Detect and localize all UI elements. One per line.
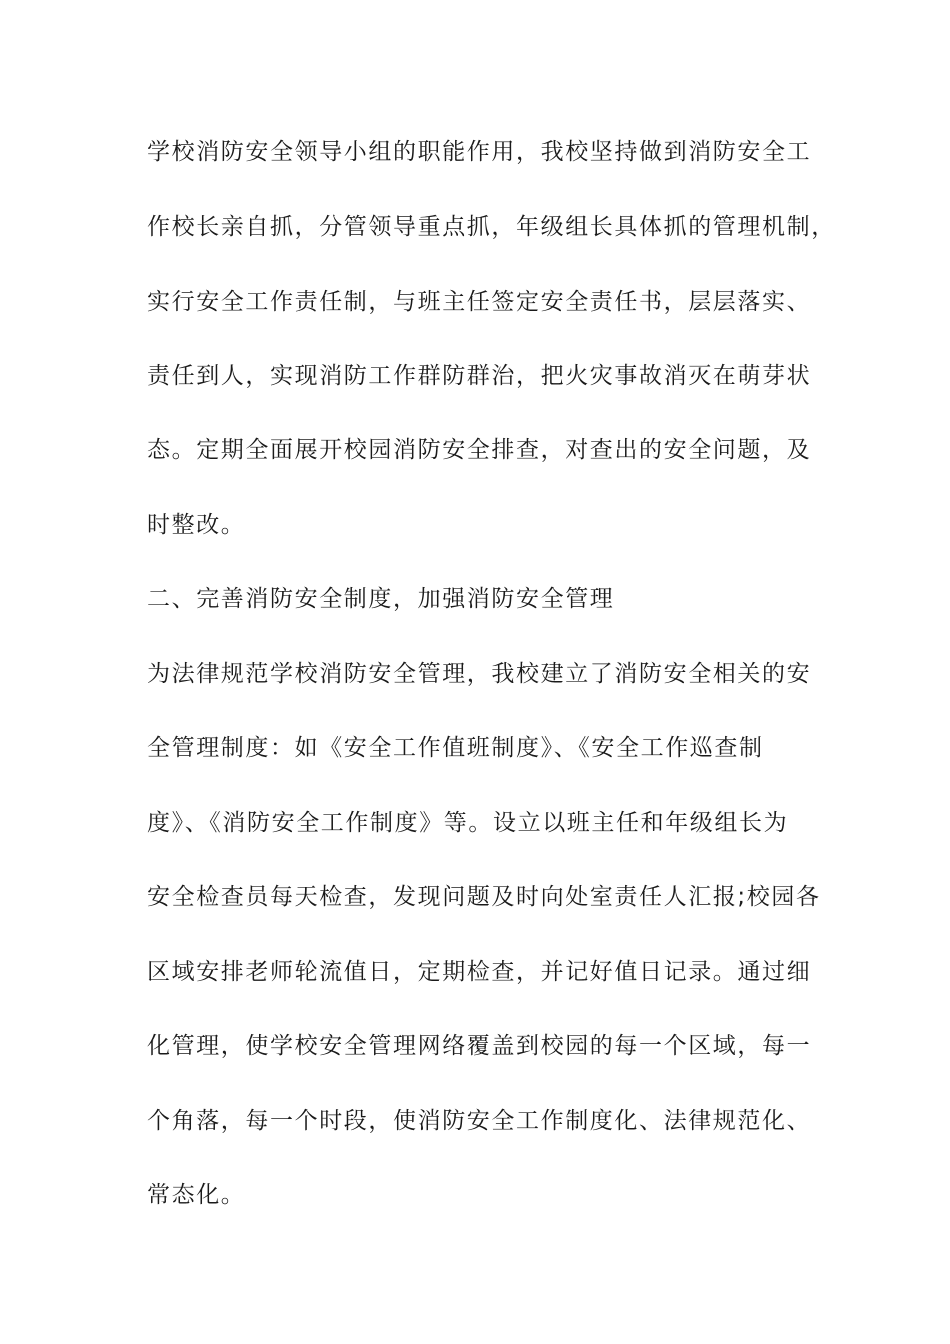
paragraph-line: 安全检查员每天检查，发现问题及时向处室责任人汇报;校园各 [147, 884, 821, 910]
paragraph-line: 化管理，使学校安全管理网络覆盖到校园的每一个区域，每一 [147, 1033, 812, 1059]
paragraph-line: 学校消防安全领导小组的职能作用，我校坚持做到消防安全工 [147, 139, 812, 165]
paragraph-line: 全管理制度：如《安全工作值班制度》、《安全工作巡查制 [147, 735, 764, 761]
paragraph-line: 实行安全工作责任制，与班主任签定安全责任书，层层落实、 [147, 289, 812, 315]
paragraph-line: 区域安排老师轮流值日，定期检查，并记好值日记录。通过细 [147, 959, 812, 985]
paragraph-line: 作校长亲自抓，分管领导重点抓，年级组长具体抓的管理机制， [147, 214, 836, 240]
paragraph-line: 常态化。 [147, 1182, 246, 1208]
paragraph-line: 度》、《消防安全工作制度》等。设立以班主任和年级组长为 [147, 810, 789, 836]
paragraph-line: 态。定期全面展开校园消防安全排查，对查出的安全问题，及 [147, 437, 812, 463]
paragraph-line: 个角落，每一个时段，使消防安全工作制度化、法律规范化、 [147, 1108, 812, 1134]
paragraph-line: 责任到人，实现消防工作群防群治，把火灾事故消灭在萌芽状 [147, 363, 812, 389]
paragraph-line: 为法律规范学校消防安全管理，我校建立了消防安全相关的安 [147, 661, 812, 687]
section-heading: 二、完善消防安全制度，加强消防安全管理 [147, 586, 615, 612]
paragraph-line: 时整改。 [147, 512, 246, 538]
